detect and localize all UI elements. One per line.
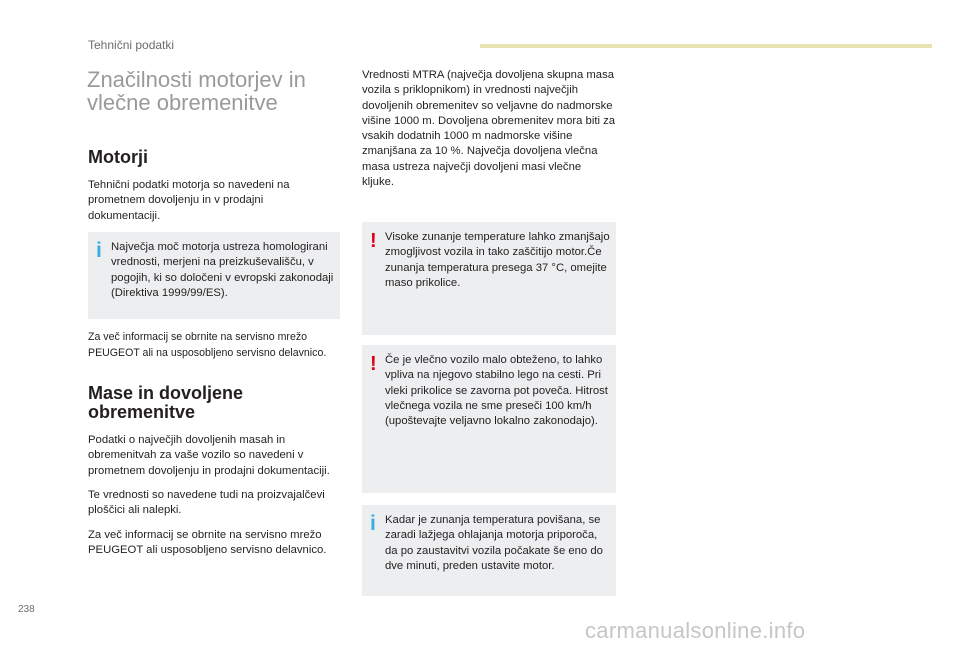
- warning-note-temperature-text: Visoke zunanje temperature lahko zmanjšajo zmogljivost vozila in tako zaščitijo motor.Če zunanja temperatura presega 37 °C, omejite maso prikolice.: [385, 231, 610, 289]
- section-label: Tehnični podatki: [88, 38, 175, 52]
- masses-paragraph-3: Za več informacij se obrnite na servisno mrežo PEUGEOT ali usposobljeno servisno delavnico.: [88, 529, 327, 557]
- mtra-paragraph: Vrednosti MTRA (največja dovoljena skupna masa vozila s priklopnikom) in vrednosti največjih dovoljenih obremenitev so veljavne do nadmorske višine 1000 m. Dovoljena obremenitev mora biti za vsakih dodatnih 1000 m nadmorske višine zmanjšana za 10 %. Največja dovoljena vlečna masa ustreza največji dovoljeni masi vlečne kljuke.: [362, 69, 616, 189]
- engines-more-info: Za več informacij se obrnite na servisno mrežo PEUGEOT ali na usposobljeno servisno delavnico.: [88, 331, 327, 359]
- engines-paragraph: Tehnični podatki motorja so navedeni na prometnem dovoljenju in v prodajni dokumentaciji.: [88, 179, 290, 222]
- info-icon: i: [370, 512, 376, 535]
- masses-paragraph-1: Podatki o največjih dovoljenih masah in obremenitvah za vaše vozilo so navedeni v prometnem dovoljenju in prodajni dokumentaciji.: [88, 434, 330, 477]
- page-title: Značilnosti motorjev in vlečne obremenitve: [87, 67, 306, 115]
- warning-note-towing-text: Če je vlečno vozilo malo obteženo, to lahko vpliva na njegovo stabilno lego na cesti. Pri vleki prikolice se zavorna pot poveča. Hitrost vlečnega vozila ne sme preseči 100 km/h (upoštevajte veljavno lokalno zakonodajo).: [385, 354, 608, 428]
- info-note-cooling: [362, 505, 616, 596]
- warning-icon: !: [370, 353, 377, 375]
- warning-note-temperature: [362, 222, 616, 335]
- info-icon: i: [96, 239, 102, 262]
- page-number: 238: [18, 604, 35, 615]
- masses-heading: Mase in dovoljene obremenitve: [88, 383, 244, 422]
- watermark: carmanualsonline.info: [585, 618, 806, 643]
- info-note-cooling-text: Kadar je zunanja temperatura povišana, se zaradi lažjega ohlajanja motorja priporoča, da po zaustavitvi vozila počakate še eno do dve minuti, preden ustavite motor.: [385, 514, 603, 572]
- engines-heading: Motorji: [88, 147, 148, 167]
- warning-icon: !: [370, 230, 377, 252]
- masses-paragraph-2: Te vrednosti so navedene tudi na proizvajalčevi ploščici ali nalepki.: [88, 489, 325, 517]
- header-bar: [480, 44, 932, 48]
- engines-info-note: [88, 232, 340, 319]
- warning-note-towing: [362, 345, 616, 493]
- engines-info-note-text: Največja moč motorja ustreza homologirani vrednosti, merjeni na preizkuševališču, v pogojih, ki so določeni v evropski zakonodaji (Direktiva 1999/99/ES).: [111, 241, 334, 299]
